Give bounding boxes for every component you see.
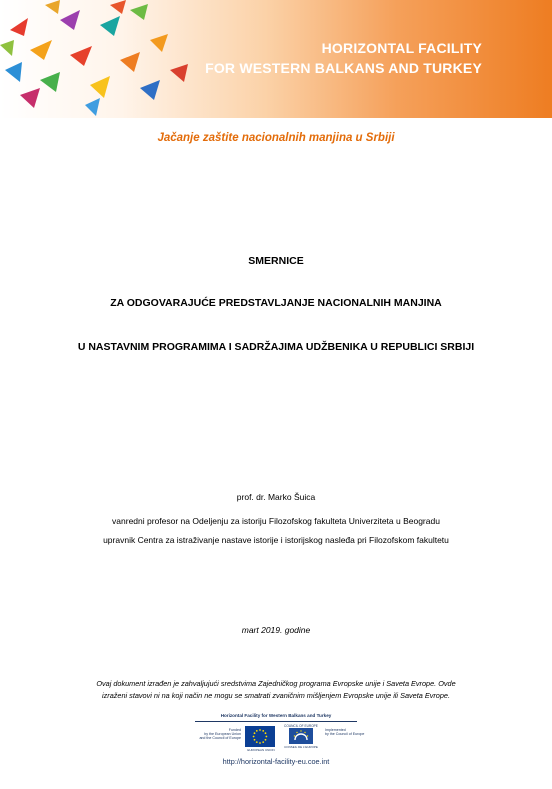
author-affiliation-2: upravnik Centra za istraživanje nastave istorije i istorijskog nasleđa pri Filozofskom fakultetu (103, 535, 449, 545)
author-affiliation-1: vanredni profesor na Odeljenju za istoriju Filozofskog fakulteta Univerziteta u Beogradu (112, 516, 440, 526)
funded-line1: Funded (228, 728, 241, 732)
eu-flag-icon (245, 726, 275, 747)
council-of-europe-logo-icon (281, 724, 321, 749)
document-heading-1: SMERNICE (248, 255, 304, 267)
banner-title-line1: HORIZONTAL FACILITY (321, 40, 482, 56)
implemented-line1: Implemented (325, 728, 346, 732)
funding-logos (185, 713, 367, 751)
disclaimer-line1: Ovaj dokument izrađen je zahvaljujući sredstvima Zajedničkog programa Evropske unije i Saveta Evrope. Ovde (96, 679, 456, 688)
header-banner (0, 0, 552, 118)
coe-label-fr: CONSEIL DE L'EUROPE (284, 745, 318, 749)
disclaimer-line2: izraženi stavovi ni na koji način ne mogu se smatrati zvaničnim mišljenjem Evropske unije ili Saveta Evrope. (102, 691, 450, 700)
banner-title (182, 38, 482, 78)
funded-text (193, 728, 241, 741)
eu-label: EUROPEAN UNION (247, 748, 275, 752)
implemented-line2: by the Council of Europe (325, 732, 365, 737)
document-heading-3: U NASTAVNIM PROGRAMIMA I SADRŽAJIMA UDŽBENIKA U REPUBLICI SRBIJI (77, 341, 475, 353)
website-link[interactable]: http://horizontal-facility-eu.coe.int (222, 757, 330, 766)
document-heading-2: ZA ODGOVARAJUĆE PREDSTAVLJANJE NACIONALNIH MANJINA (110, 297, 442, 309)
disclaimer (60, 678, 492, 702)
project-title: Jačanje zaštite nacionalnih manjina u Srbiji (157, 132, 395, 144)
banner-title-line2: FOR WESTERN BALKANS AND TURKEY (205, 60, 482, 76)
document-date: mart 2019. godine (241, 625, 311, 635)
origami-birds-illustration (0, 0, 200, 118)
funded-line3: and the Council of Europe (199, 736, 241, 741)
logos-divider (195, 721, 357, 722)
funded-line2: by the European Union (204, 732, 241, 737)
logos-title: Horizontal Facility for Western Balkans and Turkey (220, 713, 332, 718)
coe-label: COUNCIL OF EUROPE (284, 724, 318, 728)
implemented-text (325, 728, 367, 736)
author-name: prof. dr. Marko Šuica (236, 492, 316, 502)
